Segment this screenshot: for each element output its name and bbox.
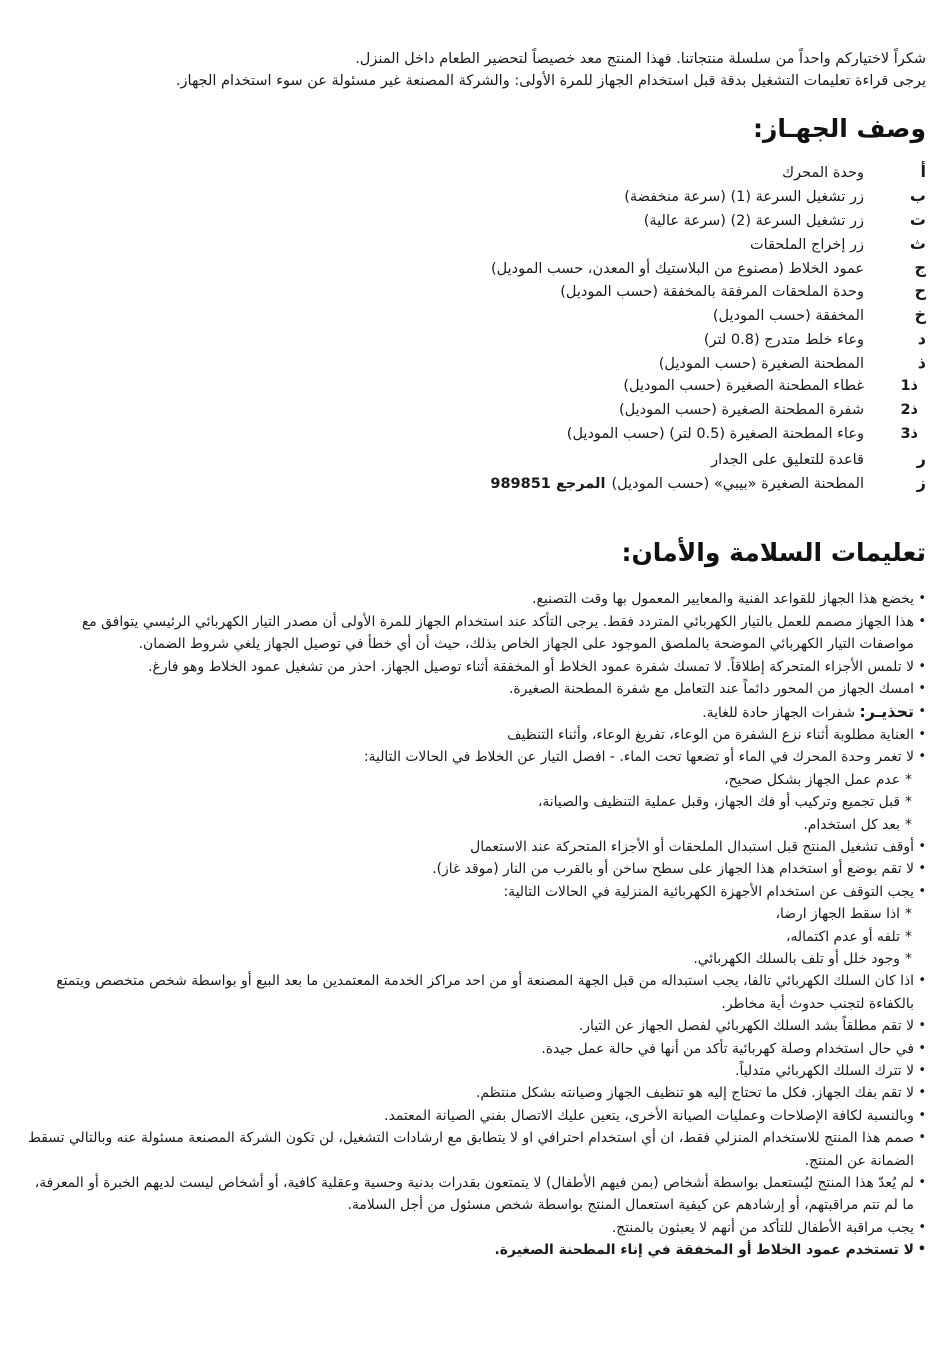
safety-subitem: * قبل تجميع وتركيب أو فك الجهاز، وقبل عملية التنظيف والصيانة، <box>26 791 926 813</box>
safety-item: • يجب التوقف عن استخدام الأجهزة الكهربائية المنزلية في الحالات التالية: <box>26 881 926 903</box>
part-item <box>26 375 926 399</box>
part-item <box>26 303 926 327</box>
part-item <box>26 327 926 351</box>
part-item <box>26 399 926 423</box>
part-letter: ذ2 <box>900 401 918 418</box>
part-item <box>26 232 926 256</box>
safety-list <box>26 588 926 1261</box>
safety-item: • يخضع هذا الجهاز للقواعد الفنية والمعايير المعمول بها وقت التصنيع. <box>26 588 926 610</box>
part-letter: ج <box>914 257 926 277</box>
safety-subitem: * عدم عمل الجهاز بشكل صحيح، <box>26 769 926 791</box>
part-letter: ت <box>909 209 926 229</box>
safety-item: • يجب مراقبة الأطفال للتأكد من أنهم لا يعبثون بالمنتج. <box>26 1217 926 1239</box>
safety-item: • أوقف تشغيل المنتج قبل استبدال الملحقات أو الأجزاء المتحركة عند الاستعمال <box>26 836 926 858</box>
safety-item: • اذا كان السلك الكهربائي تالفا، يجب استبداله من قبل الجهة المصنعة أو من احد مراكز الخدمة المعتمدين ما بعد البيع أو بواسطة شخص متخصص ويتمتع بالكفاءة لتجنب حدوث أية مخاطر. <box>26 970 926 1015</box>
part-letter: ث <box>909 233 926 253</box>
part-text: وحدة المحرك <box>782 165 864 181</box>
safety-item: • لا تقم بوضع أو استخدام هذا الجهاز على سطح ساخن أو بالقرب من النار (موقد غاز). <box>26 858 926 880</box>
part-letter: أ <box>920 162 926 181</box>
part-text: المطحنة الصغيرة «بيبي» (حسب الموديل) <box>611 475 864 492</box>
safety-item: • في حال استخدام وصلة كهربائية تأكد من أنها في حالة عمل جيدة. <box>26 1038 926 1060</box>
part-text: زر تشغيل السرعة (2) (سرعة عالية) <box>643 212 864 229</box>
safety-item: • لا تقم بفك الجهاز. فكل ما تحتاج إليه هو تنظيف الجهاز وصيانته بشكل منتظم. <box>26 1082 926 1104</box>
part-text: عمود الخلاط (مصنوع من البلاستيك أو المعدن، حسب الموديل) <box>490 260 864 277</box>
part-letter: ز <box>916 472 926 492</box>
warning-label: تحذيـر: <box>859 701 914 721</box>
safety-item-bold: • لا تستخدم عمود الخلاط أو المخفقة في إناء المطحنة الصغيرة. <box>26 1239 926 1261</box>
safety-item: • لا تلمس الأجزاء المتحركة إطلاقاً. لا تمسك شفرة عمود الخلاط أو المخفقة أثناء توصيل الجهاز. احذر من تشغيل عمود الخلاط وهو فارغ. <box>26 656 926 678</box>
part-text: زر تشغيل السرعة (1) (سرعة منخفضة) <box>624 188 864 205</box>
safety-item: • لا تقم مطلقاً بشد السلك الكهربائي لفصل الجهاز عن التيار. <box>26 1015 926 1037</box>
part-item <box>26 160 926 184</box>
safety-item: • هذا الجهاز مصمم للعمل بالتيار الكهربائي المتردد فقط. يرجى التأكد عند استخدام الجهاز للمرة الأولى أن مصدر التيار الكهربائي الرئيسي يتوافق مع مواصفات التيار الكهربائي الموضحة بالملصق الموجود على الجهاز الخاص بذلك، حيث أن أي خطأ في توصيل الجهاز يلغي شروط الضمان. <box>26 611 926 656</box>
part-item <box>26 208 926 232</box>
safety-item: • لم يُعدّ هذا المنتج ليُستعمل بواسطة أشخاص (بمن فيهم الأطفال) لا يتمتعون بقدرات بدنية وحسية وعقلية كافية، أو أشخاص ليست لديهم الخبرة أو المعرفة، ما لم تتم مراقبتهم، أو إرشادهم عن كيفية استعمال المنتج بواسطة شخص مسئول من أجل السلامة. <box>26 1172 926 1217</box>
part-text: غطاء المطحنة الصغيرة (حسب الموديل) <box>623 378 864 395</box>
part-item <box>26 423 926 447</box>
safety-item: • العناية مطلوبة أثناء نزع الشفرة من الوعاء، تفريغ الوعاء، وأثناء التنظيف <box>26 724 926 746</box>
safety-item: • صمم هذا المنتج للاستخدام المنزلي فقط، ان أي استخدام احترافي او لا يتطابق مع ارشادات التشغيل، لن تكون الشركة المصنعة مسئولة عنه وبالتالي تسقط الضمانة عن المنتج. <box>26 1127 926 1172</box>
intro-line-1: شكراً لاختياركم واحداً من سلسلة منتجاتنا. فهذا المنتج معد خصيصاً لتحضير الطعام داخل المنزل. <box>355 51 926 67</box>
description-heading: وصف الجهـاز: <box>753 114 926 143</box>
part-text: المخفقة (حسب الموديل) <box>712 308 864 325</box>
warning-text: شفرات الجهاز حادة للغاية. <box>702 704 860 721</box>
safety-subitem: * تلفه أو عدم اكتماله، <box>26 926 926 948</box>
part-item <box>26 184 926 208</box>
safety-item: • لا تترك السلك الكهربائي متدلياً. <box>26 1060 926 1082</box>
part-letter: ح <box>914 281 926 301</box>
safety-item: • وبالنسبة لكافة الإصلاحات وعمليات الصيانة الأخرى، يتعين عليك الاتصال بفني الصيانة المعتمد. <box>26 1105 926 1127</box>
part-item <box>26 471 926 495</box>
intro <box>26 48 926 92</box>
safety-item: • امسك الجهاز من المحور دائماً عند التعامل مع شفرة المطحنة الصغيرة. <box>26 678 926 700</box>
safety-item: • لا تغمر وحدة المحرك في الماء أو تضعها تحت الماء. - افصل التيار عن الخلاط في الحالات التالية: <box>26 746 926 768</box>
part-item <box>26 447 926 471</box>
intro-line-2: يرجى قراءة تعليمات التشغيل بدقة قبل استخدام الجهاز للمرة الأولى: والشركة المصنعة غير مسئولة عن سوء استخدام الجهاز. <box>175 73 926 89</box>
part-text: وحدة الملحقات المرفقة بالمخفقة (حسب الموديل) <box>560 284 864 301</box>
safety-subitem: * بعد كل استخدام. <box>26 814 926 836</box>
part-text: زر إخراج الملحقات <box>750 236 864 253</box>
part-text: وعاء خلط متدرج (0.8 لتر) <box>703 332 864 349</box>
parts-list <box>26 160 926 494</box>
safety-subitem: * اذا سقط الجهاز ارضا، <box>26 903 926 925</box>
safety-heading: تعليمات السلامة والأمان: <box>621 538 926 568</box>
safety-subitem: * وجود خلل أو تلف بالسلك الكهربائي. <box>26 948 926 970</box>
part-item <box>26 256 926 280</box>
part-letter: ذ1 <box>900 378 918 395</box>
part-text: شفرة المطحنة الصغيرة (حسب الموديل) <box>619 401 864 418</box>
part-letter: د <box>917 329 926 349</box>
part-item <box>26 351 926 375</box>
part-text: المطحنة الصغيرة (حسب الموديل) <box>658 356 864 373</box>
part-item <box>26 279 926 303</box>
part-reference: المرجع 989851 <box>490 475 606 492</box>
part-text: قاعدة للتعليق على الجدار <box>711 451 864 468</box>
part-letter: ب <box>909 185 926 205</box>
part-text: وعاء المطحنة الصغيرة (0.5 لتر) (حسب الموديل) <box>566 425 864 442</box>
safety-warning <box>26 701 926 724</box>
part-letter: ذ3 <box>900 425 918 442</box>
part-letter: ذ <box>917 353 926 373</box>
part-letter: خ <box>914 305 926 325</box>
part-letter: ر <box>916 448 926 468</box>
